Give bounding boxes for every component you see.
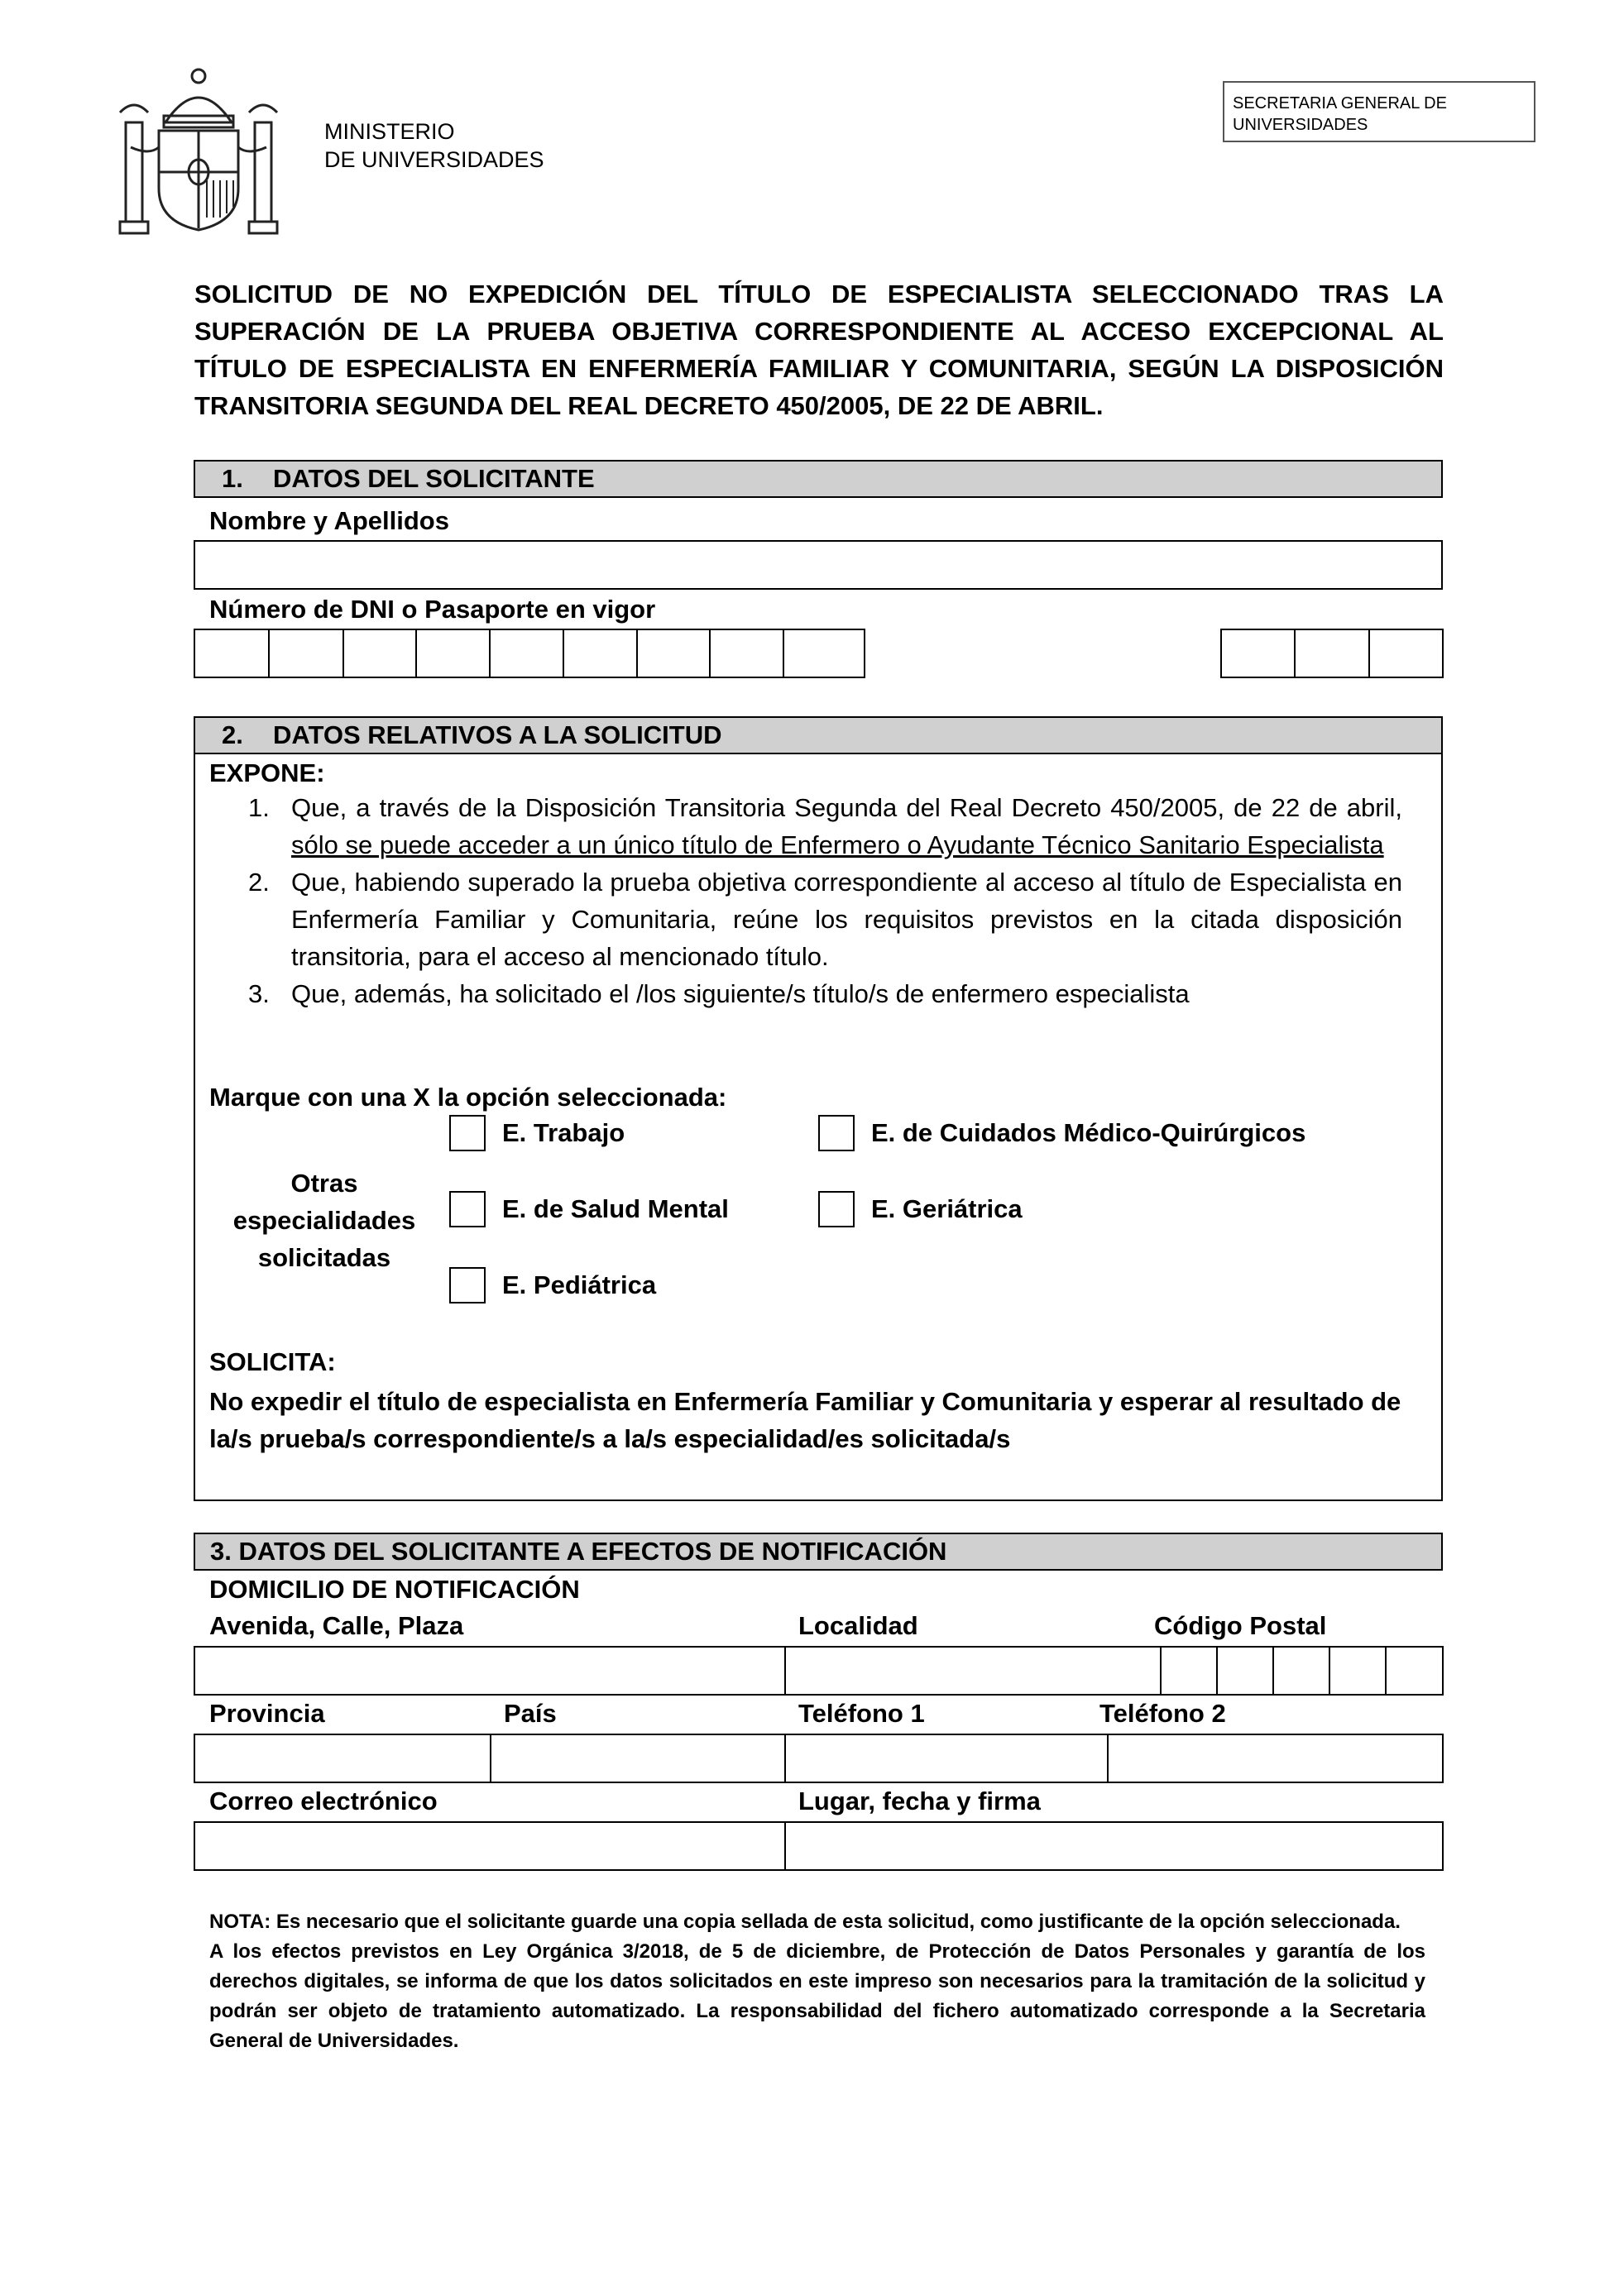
avenida-field[interactable]: [195, 1648, 786, 1694]
pais-field[interactable]: [491, 1735, 786, 1782]
section-1-title: DATOS DEL SOLICITANTE: [273, 464, 595, 493]
lugar-fecha-firma-field[interactable]: [786, 1823, 1442, 1869]
section-2-header: [194, 716, 1443, 754]
dni-cell[interactable]: [195, 630, 270, 677]
ministry-name: [324, 117, 544, 174]
list-item-text: Que, además, ha solicitado el /los siguiente/s título/s de enfermero especialista: [291, 979, 1190, 1008]
telefono1-field[interactable]: [786, 1735, 1109, 1782]
name-field[interactable]: [194, 540, 1443, 590]
postal-code-cell[interactable]: [1274, 1648, 1330, 1694]
option-trabajo-label: E. Trabajo: [502, 1118, 625, 1147]
section-3-header: 3. DATOS DEL SOLICITANTE A EFECTOS DE NOTIFICACIÓN: [194, 1533, 1443, 1571]
checkbox-trabajo[interactable]: [449, 1115, 486, 1151]
solicita-label: SOLICITA:: [209, 1347, 336, 1376]
localidad-field[interactable]: [786, 1648, 1162, 1694]
dni-label: Número de DNI o Pasaporte en vigor: [209, 595, 656, 624]
telefono2-label: Teléfono 2: [1099, 1699, 1226, 1728]
nota-paragraph-1: NOTA: Es necesario que el solicitante guarde una copia sellada de esta solicitud, como justificante de la opción seleccionada.: [209, 1911, 1401, 1933]
postal-code-cell[interactable]: [1218, 1648, 1274, 1694]
list-item-text-underlined: sólo se puede acceder a un único título de Enfermero o Ayudante Técnico Sanitario Especialista: [291, 830, 1384, 859]
marque-label: Marque con una X la opción seleccionada:: [209, 1083, 727, 1112]
nota-block: [209, 1907, 1425, 2056]
provincia-label: Provincia: [209, 1699, 325, 1728]
list-item-number: 1.: [248, 793, 270, 822]
secretaria-line-1: SECRETARIA GENERAL DE: [1233, 94, 1447, 112]
postal-code-cell[interactable]: [1387, 1648, 1442, 1694]
list-item-number: 2.: [248, 868, 270, 897]
dni-cell[interactable]: [784, 630, 864, 677]
dni-letter-cell[interactable]: [1370, 630, 1442, 677]
otras-especialidades-label: Otras especialidades solicitadas: [232, 1169, 416, 1272]
codigo-postal-label: Código Postal: [1154, 1611, 1327, 1640]
secretaria-box: [1223, 81, 1535, 142]
list-item: [248, 975, 1402, 1012]
address-row: [194, 1646, 1444, 1696]
checkbox-cuidados-medico-quirurgicos[interactable]: [818, 1115, 855, 1151]
ministry-line-1: MINISTERIO: [324, 119, 455, 144]
list-item-number: 3.: [248, 979, 270, 1008]
section-1-number: 1.: [222, 464, 243, 493]
dni-cell[interactable]: [564, 630, 638, 677]
lugar-fecha-firma-label: Lugar, fecha y firma: [798, 1787, 1041, 1815]
email-signature-row: [194, 1821, 1444, 1871]
dni-letters-field[interactable]: [1220, 629, 1444, 678]
correo-label: Correo electrónico: [209, 1787, 438, 1815]
section-1-header: [194, 460, 1443, 498]
coat-of-arms-icon: [116, 65, 281, 242]
list-item-text: Que, habiendo superado la prueba objetiva correspondiente al acceso al título de Especialista en Enfermería Familiar y Comunitaria, reúne los requisitos previstos en la citada disposición transitoria, para el acceso al mencionado título.: [291, 868, 1402, 971]
list-item: [248, 789, 1402, 863]
section-2-title: DATOS RELATIVOS A LA SOLICITUD: [273, 720, 722, 749]
option-salud-mental-label: E. de Salud Mental: [502, 1194, 729, 1223]
section-2-number: 2.: [222, 720, 243, 749]
dni-cell[interactable]: [344, 630, 418, 677]
pais-label: País: [504, 1699, 557, 1728]
option-cuidados-medico-quirurgicos-label: E. de Cuidados Médico-Quirúrgicos: [871, 1118, 1306, 1147]
dni-letter-cell[interactable]: [1296, 630, 1369, 677]
document-title: SOLICITUD DE NO EXPEDICIÓN DEL TÍTULO DE ESPECIALISTA SELECCIONADO TRAS LA SUPERACIÓN DE LA PRUEBA OBJETIVA CORRESPONDIENTE AL ACCESO EXCEPCIONAL AL TÍTULO DE ESPECIALISTA EN ENFERMERÍA FAMILIAR Y COMUNITARIA, SEGÚN LA DISPOSICIÓN TRANSITORIA SEGUNDA DEL REAL DECRETO 450/2005, DE 22 DE ABRIL.: [194, 280, 1444, 420]
domicilio-label: DOMICILIO DE NOTIFICACIÓN: [209, 1575, 580, 1604]
postal-code-cell[interactable]: [1162, 1648, 1218, 1694]
checkbox-salud-mental[interactable]: [449, 1191, 486, 1227]
dni-cell[interactable]: [417, 630, 491, 677]
telefono1-label: Teléfono 1: [798, 1699, 925, 1728]
avenida-label: Avenida, Calle, Plaza: [209, 1611, 464, 1640]
secretaria-line-2: UNIVERSIDADES: [1233, 116, 1368, 134]
checkbox-pediatrica[interactable]: [449, 1267, 486, 1303]
ministry-line-2: DE UNIVERSIDADES: [324, 147, 544, 172]
correo-field[interactable]: [195, 1823, 786, 1869]
option-geriatrica-label: E. Geriátrica: [871, 1194, 1023, 1223]
postal-code-cell[interactable]: [1330, 1648, 1387, 1694]
dni-cell[interactable]: [711, 630, 784, 677]
dni-cell[interactable]: [491, 630, 564, 677]
list-item: [248, 863, 1402, 975]
checkbox-geriatrica[interactable]: [818, 1191, 855, 1227]
dni-cell[interactable]: [638, 630, 711, 677]
telefono2-field[interactable]: [1109, 1735, 1442, 1782]
contact-row: [194, 1734, 1444, 1783]
dni-cell[interactable]: [270, 630, 344, 677]
expone-label: EXPONE:: [209, 758, 325, 787]
nota-paragraph-2: A los efectos previstos en Ley Orgánica 3/2018, de 5 de diciembre, de Protección de Datos Personales y garantía de los derechos digitales, se informa de que los datos solicitados en este impreso son necesarios para la tramitación de la solicitud y podrán ser objeto de tratamiento automatizado. La responsabilidad del fichero automatizado corresponde a la Secretaria General de Universidades.: [209, 1940, 1425, 2052]
localidad-label: Localidad: [798, 1611, 918, 1640]
list-item-text-plain: Que, a través de la Disposición Transitoria Segunda del Real Decreto 450/2005, de 22 de abril,: [291, 793, 1402, 822]
name-label: Nombre y Apellidos: [209, 506, 449, 535]
dni-letter-cell[interactable]: [1222, 630, 1296, 677]
dni-number-field[interactable]: [194, 629, 865, 678]
provincia-field[interactable]: [195, 1735, 491, 1782]
list-item-text: [291, 789, 1402, 863]
expone-list: [248, 789, 1402, 1012]
solicita-text: No expedir el título de especialista en Enfermería Familiar y Comunitaria y esperar al resultado de la/s prueba/s correspondiente/s a la/s especialidad/es solicitada/s: [209, 1387, 1401, 1453]
option-pediatrica-label: E. Pediátrica: [502, 1270, 657, 1299]
